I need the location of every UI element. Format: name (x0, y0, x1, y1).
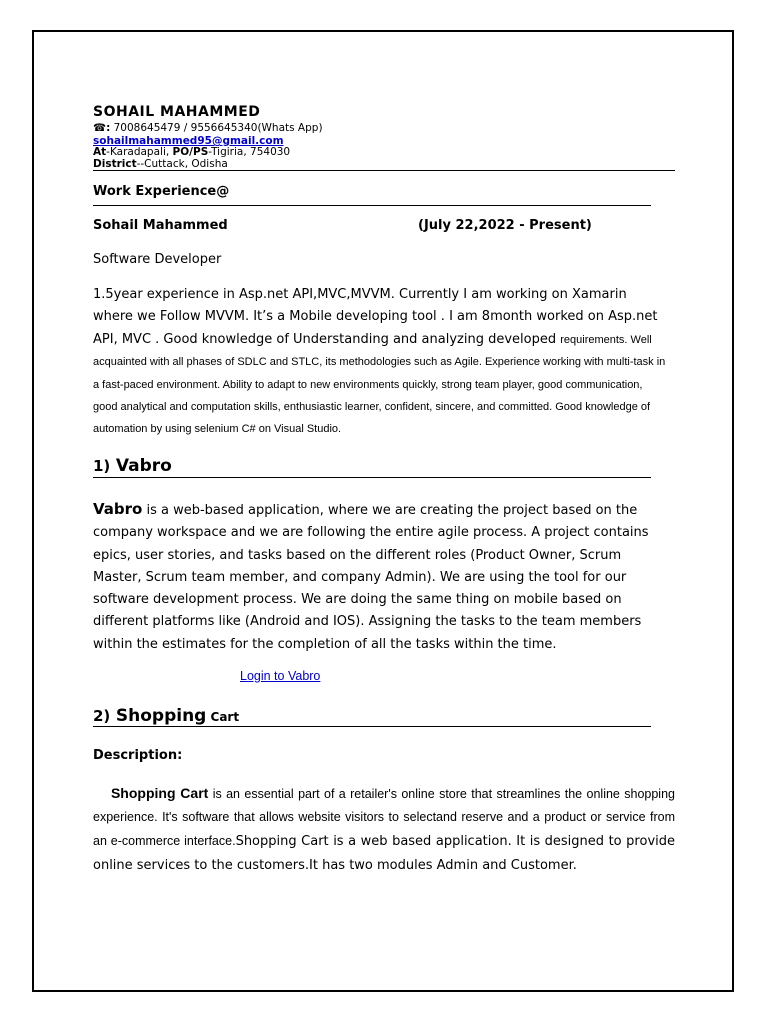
project-shopping-divider (93, 726, 651, 727)
district-line (93, 158, 228, 170)
header-divider (93, 170, 675, 171)
project-number: 2) (93, 707, 111, 725)
address-po: -Tigiria, 754030 (208, 146, 291, 158)
project-description-part2: Shopping Cart is a web based application. It is designed to provide online services to the customers.It has two modules Admin and Customer. (93, 833, 675, 873)
work-experience-divider (93, 205, 651, 206)
address-line (93, 146, 290, 158)
job-dates: (July 22,2022 - Present) (418, 218, 592, 233)
district-label: District (93, 158, 137, 170)
phone-icon: ☎: (93, 122, 111, 134)
project-description: is a web-based application, where we are creating the project based on the company workspace and we are following the entire agile process. A project contains epics, user stories, and tasks based on the different roles (Product Owner, Scrum Master, Scrum team member, and company Admin). We are using the tool for our software development process. We are doing the same thing on mobile based on different platforms like (Android and IOS). Assigning the tasks to the team members within the estimates for the completion of all the tasks within the time. (93, 503, 649, 652)
phone-line (93, 122, 323, 134)
project-description-part1: is an essential part of a retailer's online store that streamlines the online shopping experience. It's software that allows website visitors to selectand reserve and a product or service from an e-commerce interface. (93, 787, 675, 848)
project-heading-shopping (93, 706, 239, 726)
job-holder-name: Sohail Mahammed (93, 218, 228, 233)
project-title-suffix: Cart (206, 710, 240, 724)
job-title: Software Developer (93, 252, 222, 267)
project-shopping-description (93, 782, 675, 877)
project-title: Shopping (115, 706, 207, 726)
phone-number: 7008645479 / 9556645340(Whats App) (110, 122, 323, 134)
address-at: -Karadapali, (106, 146, 173, 158)
project-lead: Shopping Cart (110, 785, 209, 801)
address-at-label: At (93, 146, 107, 158)
summary-small: requirements. Well acquainted with all phases of SDLC and STLC, its methodologies such as Agile. Experience working with multi-task in a fast-paced environment. Ability to adapt to new environments quickly, strong team player, good communication, good analytical and computation skills, enthusiastic learner, confident, sincere, and committed. Good knowledge of automation by using selenium C# on Visual Studio. (93, 333, 666, 436)
project-vabro-description (93, 498, 653, 656)
login-to-vabro-link[interactable]: Login to Vabro (240, 669, 321, 683)
project-lead: Vabro (93, 500, 143, 518)
district-value: --Cuttack, Odisha (136, 158, 228, 170)
project-title: Vabro (115, 456, 172, 476)
email-link[interactable]: sohailmahammed95@gmail.com (93, 135, 284, 147)
summary-main: 1.5year experience in Asp.net API,MVC,MVVM. Currently I am working on Xamarin where we Follow MVVM. It’s a Mobile developing tool . I am 8month worked on Asp.net API, MVC . Good knowledge of Understanding and analyzing developed (93, 287, 658, 347)
project-vabro-divider (93, 477, 651, 478)
address-po-label: PO/PS (172, 146, 209, 158)
project-heading-vabro (93, 456, 172, 476)
experience-summary (93, 284, 667, 441)
description-label: Description: (93, 748, 183, 763)
project-number: 1) (93, 457, 111, 475)
resume-name: SOHAIL MAHAMMED (93, 104, 261, 120)
work-experience-heading: Work Experience@ (93, 184, 230, 199)
